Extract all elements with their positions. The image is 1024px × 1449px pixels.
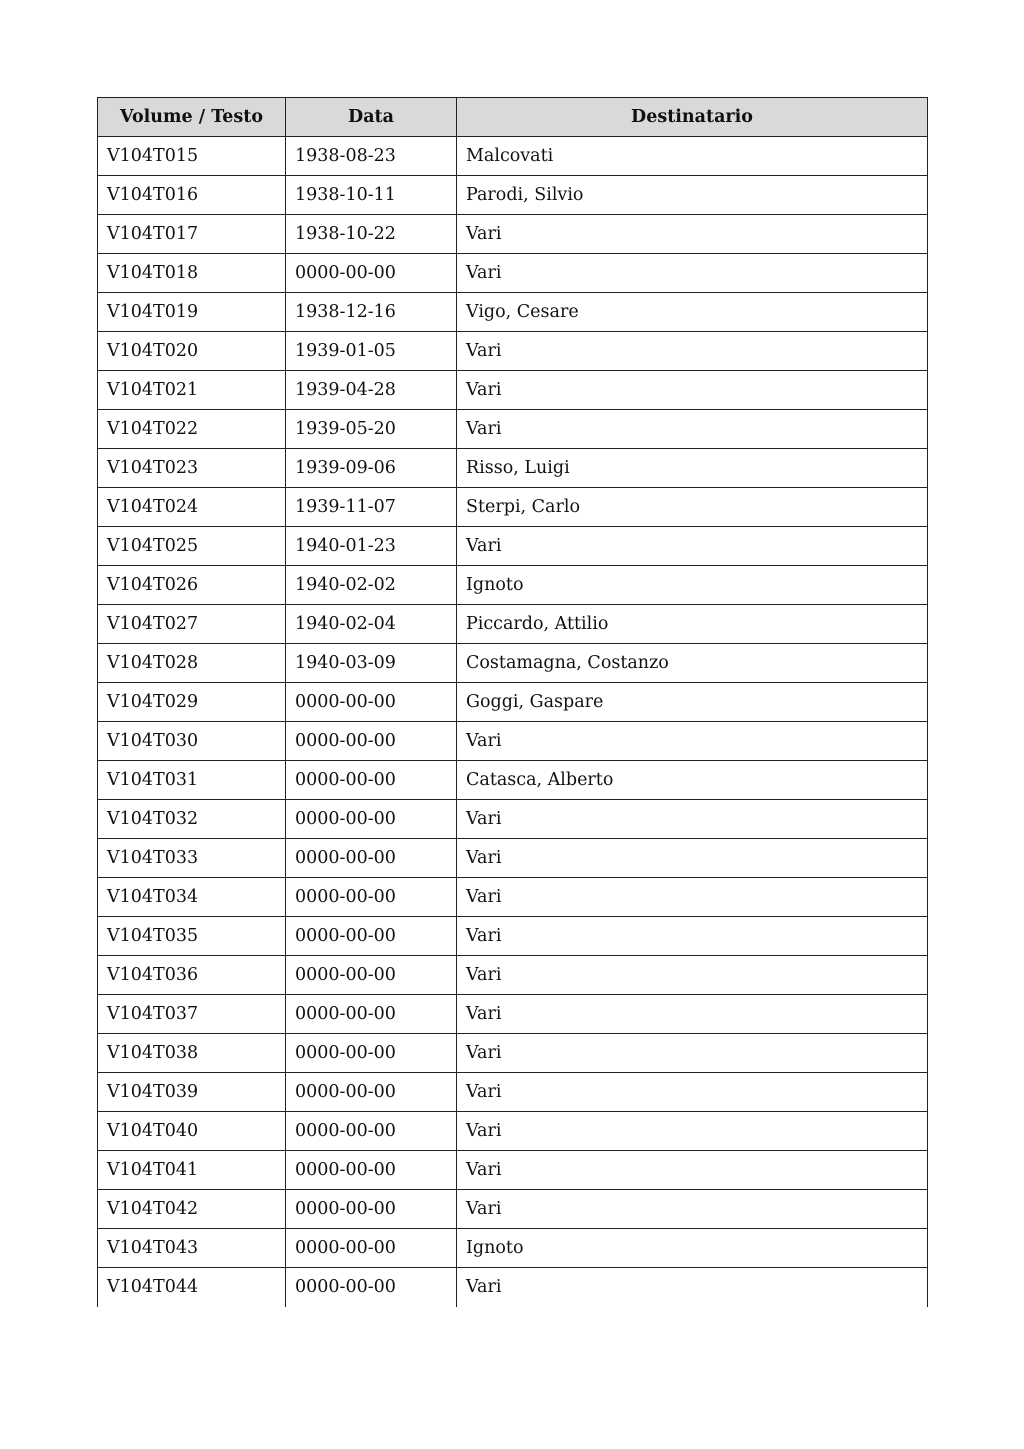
cell-data: 1938-12-16 — [286, 293, 457, 332]
cell-data: 1940-02-02 — [286, 566, 457, 605]
cell-volume-testo: V104T026 — [98, 566, 286, 605]
table-header — [98, 98, 928, 137]
cell-data: 1940-03-09 — [286, 644, 457, 683]
table-row — [98, 839, 928, 878]
cell-volume-testo: V104T021 — [98, 371, 286, 410]
table-row — [98, 449, 928, 488]
cell-data: 0000-00-00 — [286, 917, 457, 956]
cell-volume-testo: V104T024 — [98, 488, 286, 527]
cell-volume-testo: V104T041 — [98, 1151, 286, 1190]
cell-data: 0000-00-00 — [286, 800, 457, 839]
cell-data: 0000-00-00 — [286, 683, 457, 722]
table-row — [98, 488, 928, 527]
cell-volume-testo: V104T036 — [98, 956, 286, 995]
cell-volume-testo: V104T020 — [98, 332, 286, 371]
table-row — [98, 566, 928, 605]
cell-data: 1939-04-28 — [286, 371, 457, 410]
table-row — [98, 176, 928, 215]
cell-volume-testo: V104T043 — [98, 1229, 286, 1268]
table-row — [98, 761, 928, 800]
cell-volume-testo: V104T042 — [98, 1190, 286, 1229]
cell-destinatario: Ignoto — [457, 566, 928, 605]
cell-destinatario: Costamagna, Costanzo — [457, 644, 928, 683]
table-row — [98, 254, 928, 293]
cell-volume-testo: V104T019 — [98, 293, 286, 332]
cell-data: 0000-00-00 — [286, 839, 457, 878]
table-row — [98, 1190, 928, 1229]
correspondence-table — [97, 97, 928, 1307]
cell-volume-testo: V104T028 — [98, 644, 286, 683]
cell-volume-testo: V104T022 — [98, 410, 286, 449]
table-row — [98, 956, 928, 995]
cell-volume-testo: V104T025 — [98, 527, 286, 566]
column-header-destinatario: Destinatario — [457, 98, 928, 137]
cell-volume-testo: V104T023 — [98, 449, 286, 488]
table-row — [98, 332, 928, 371]
cell-data: 0000-00-00 — [286, 1073, 457, 1112]
cell-volume-testo: V104T029 — [98, 683, 286, 722]
table-row — [98, 995, 928, 1034]
table-row — [98, 683, 928, 722]
cell-data: 0000-00-00 — [286, 1229, 457, 1268]
cell-data: 0000-00-00 — [286, 995, 457, 1034]
table-row — [98, 293, 928, 332]
cell-destinatario: Vari — [457, 800, 928, 839]
cell-destinatario: Vari — [457, 1112, 928, 1151]
cell-volume-testo: V104T015 — [98, 137, 286, 176]
cell-data: 1938-10-11 — [286, 176, 457, 215]
table-row — [98, 1229, 928, 1268]
cell-volume-testo: V104T030 — [98, 722, 286, 761]
cell-destinatario: Sterpi, Carlo — [457, 488, 928, 527]
cell-data: 1939-11-07 — [286, 488, 457, 527]
column-header-data: Data — [286, 98, 457, 137]
cell-destinatario: Piccardo, Attilio — [457, 605, 928, 644]
table-row — [98, 371, 928, 410]
cell-destinatario: Vari — [457, 332, 928, 371]
cell-data: 0000-00-00 — [286, 722, 457, 761]
cell-destinatario: Catasca, Alberto — [457, 761, 928, 800]
table-row — [98, 917, 928, 956]
cell-data: 1938-10-22 — [286, 215, 457, 254]
cell-volume-testo: V104T027 — [98, 605, 286, 644]
cell-volume-testo: V104T032 — [98, 800, 286, 839]
cell-destinatario: Goggi, Gaspare — [457, 683, 928, 722]
table-row — [98, 137, 928, 176]
cell-destinatario: Risso, Luigi — [457, 449, 928, 488]
cell-destinatario: Parodi, Silvio — [457, 176, 928, 215]
cell-destinatario: Ignoto — [457, 1229, 928, 1268]
cell-data: 1938-08-23 — [286, 137, 457, 176]
cell-destinatario: Vari — [457, 1073, 928, 1112]
cell-destinatario: Vari — [457, 1190, 928, 1229]
cell-destinatario: Vari — [457, 410, 928, 449]
table-row — [98, 605, 928, 644]
table-row — [98, 1268, 928, 1307]
table-row — [98, 215, 928, 254]
cell-destinatario: Vari — [457, 254, 928, 293]
cell-data: 0000-00-00 — [286, 1151, 457, 1190]
table-row — [98, 1112, 928, 1151]
cell-data: 0000-00-00 — [286, 1034, 457, 1073]
column-header-volume-testo: Volume / Testo — [98, 98, 286, 137]
cell-destinatario: Vari — [457, 878, 928, 917]
cell-volume-testo: V104T044 — [98, 1268, 286, 1307]
cell-data: 1939-05-20 — [286, 410, 457, 449]
table-row — [98, 410, 928, 449]
cell-volume-testo: V104T018 — [98, 254, 286, 293]
cell-data: 0000-00-00 — [286, 1190, 457, 1229]
header-row — [98, 98, 928, 137]
cell-destinatario: Vari — [457, 722, 928, 761]
table-row — [98, 878, 928, 917]
cell-volume-testo: V104T040 — [98, 1112, 286, 1151]
cell-data: 1940-01-23 — [286, 527, 457, 566]
cell-destinatario: Vari — [457, 215, 928, 254]
cell-destinatario: Vari — [457, 995, 928, 1034]
cell-destinatario: Vari — [457, 527, 928, 566]
cell-volume-testo: V104T017 — [98, 215, 286, 254]
cell-data: 0000-00-00 — [286, 761, 457, 800]
cell-data: 0000-00-00 — [286, 956, 457, 995]
cell-volume-testo: V104T039 — [98, 1073, 286, 1112]
cell-data: 0000-00-00 — [286, 878, 457, 917]
cell-destinatario: Vari — [457, 839, 928, 878]
cell-data: 0000-00-00 — [286, 1268, 457, 1307]
table-row — [98, 1034, 928, 1073]
cell-volume-testo: V104T034 — [98, 878, 286, 917]
table-row — [98, 527, 928, 566]
table-row — [98, 644, 928, 683]
table-row — [98, 800, 928, 839]
cell-volume-testo: V104T031 — [98, 761, 286, 800]
cell-volume-testo: V104T038 — [98, 1034, 286, 1073]
cell-data: 0000-00-00 — [286, 254, 457, 293]
cell-destinatario: Vari — [457, 1151, 928, 1190]
table-row — [98, 1073, 928, 1112]
cell-destinatario: Vari — [457, 956, 928, 995]
cell-destinatario: Vari — [457, 1268, 928, 1307]
cell-destinatario: Vigo, Cesare — [457, 293, 928, 332]
cell-destinatario: Vari — [457, 917, 928, 956]
cell-destinatario: Malcovati — [457, 137, 928, 176]
cell-data: 1940-02-04 — [286, 605, 457, 644]
table-row — [98, 722, 928, 761]
cell-volume-testo: V104T035 — [98, 917, 286, 956]
cell-data: 1939-01-05 — [286, 332, 457, 371]
cell-destinatario: Vari — [457, 371, 928, 410]
table-body — [98, 137, 928, 1307]
cell-destinatario: Vari — [457, 1034, 928, 1073]
cell-volume-testo: V104T016 — [98, 176, 286, 215]
cell-data: 1939-09-06 — [286, 449, 457, 488]
cell-data: 0000-00-00 — [286, 1112, 457, 1151]
cell-volume-testo: V104T033 — [98, 839, 286, 878]
table-row — [98, 1151, 928, 1190]
cell-volume-testo: V104T037 — [98, 995, 286, 1034]
